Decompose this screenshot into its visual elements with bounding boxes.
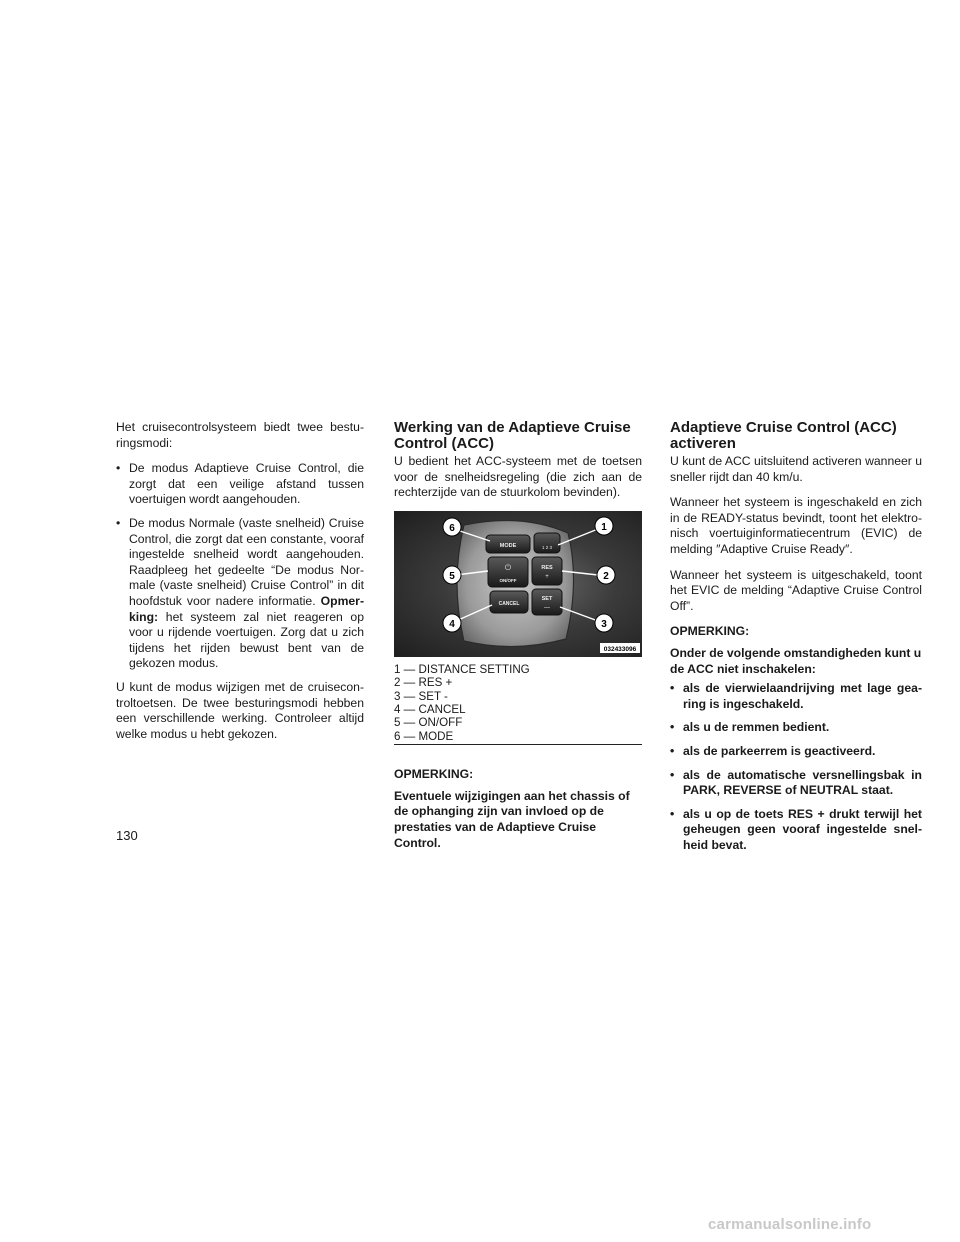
list-item: • De modus Adaptieve Cruise Control, die zorgt dat een veilige afstand tussen voertuigen wordt aangehouden.: [116, 461, 364, 508]
caption-item: 4 — CANCEL: [394, 703, 466, 716]
callout-1: [595, 517, 613, 535]
list-item: • als u de remmen bedient.: [670, 720, 922, 736]
svg-text:6: 6: [449, 522, 455, 534]
list-item-text: De modus Normale (vaste snelheid) Cruise Control, die zorgt dat een constante, vooraf ingestelde snelheid wordt aangehouden. Raadpleeg het gedeelte “De modus Normale (vaste snelheid) Cruise Control” in dit hoofdstuk voor nadere informatie.: [129, 515, 364, 608]
caption-item: 2 — RES +: [394, 676, 453, 690]
ready-paragraph: Wanneer het systeem is ingeschakeld en zich in de READY-status bevindt, toont het elektronisch voertuiginformatiecentrum (EVIC) de melding ″Adaptive Cruise Ready″.: [670, 495, 922, 556]
note-label: OPMERKING:: [394, 767, 474, 782]
svg-text:4: 4: [449, 618, 455, 630]
intro-paragraph: U bedient het ACC-systeem met de toetsen voor de snelheidsregeling (die zich aan de rechterzijde van de stuurkolom bevinden).: [394, 454, 642, 500]
column-left: [116, 420, 364, 752]
section-heading: Adaptieve Cruise Control (ACC) activeren: [670, 419, 897, 452]
distance-button-label: 1 2 3: [541, 544, 553, 550]
speed-paragraph: U kunt de ACC uitsluitend activeren wanneer u sneller rijdt dan 40 km/u.: [670, 454, 923, 484]
svg-text:1: 1: [601, 521, 607, 533]
caption-item: 3 — SET -: [394, 689, 448, 703]
minus-icon: —: [544, 604, 550, 611]
set-button[interactable]: [532, 589, 562, 615]
steering-wheel-controls-illustration: [394, 511, 642, 657]
mode-list: [116, 461, 364, 672]
callout-4: [443, 614, 461, 632]
onoff-button[interactable]: [488, 557, 528, 587]
caption-item: 1 — DISTANCE SETTING: [394, 662, 530, 676]
intro-paragraph: Het cruisecontrolsysteem biedt twee besturingsmodi:: [116, 420, 364, 450]
caption-item: 6 — MODE: [394, 729, 454, 743]
callout-3: [595, 614, 613, 632]
svg-text:3: 3: [601, 618, 607, 630]
mode-change-paragraph: U kunt de modus wijzigen met de cruisecontroltoetsen. De twee besturingsmodi hebben een verschillende werking. Controleer altijd welke modus u hebt gekozen.: [116, 679, 364, 741]
callout-6: [443, 518, 461, 536]
note-text: het systeem zal niet reageren op voor u rijdende voertuigen. Zorg dat u zich tijdens het rijden bewust bent van de gekozen modus.: [129, 609, 364, 671]
note-text: Eventuele wijzigingen aan het chassis of de ophanging zijn van invloed op de prestaties van de Adaptieve Cruise Control.: [394, 788, 630, 850]
list-item: • als de automatische versnellingsbak in PARK, REVERSE of NEUTRAL staat.: [670, 768, 922, 799]
cancel-button-label: CANCEL: [498, 600, 520, 607]
figure-code: 032433096: [603, 645, 637, 653]
section-heading: Werking van de Adaptieve Cruise Control (ACC): [394, 419, 631, 452]
svg-text:5: 5: [449, 570, 455, 582]
mode-button-label: MODE: [499, 542, 517, 549]
steering-wheel-controls-figure: [394, 511, 642, 657]
list-item: • als de parkeerrem is geactiveerd.: [670, 744, 922, 760]
plus-icon: +: [545, 573, 549, 580]
column-right: [670, 420, 922, 861]
list-item: • als de vierwielaandrijving met lage gearing is ingeschakeld.: [670, 681, 922, 712]
callout-5: [443, 566, 461, 584]
distance-button[interactable]: [534, 533, 560, 553]
conditions-list: [670, 681, 922, 853]
set-button-label: SET: [541, 595, 553, 602]
note-label: Opmerking:: [129, 593, 364, 624]
res-button-label: RES: [541, 564, 553, 571]
mode-button[interactable]: [486, 535, 530, 553]
column-middle: [394, 420, 642, 861]
res-button[interactable]: [532, 557, 562, 585]
callout-2: [597, 566, 615, 584]
cancel-button[interactable]: [490, 591, 528, 613]
off-paragraph: Wanneer het systeem is uitgeschakeld, toont het EVIC de melding “Adaptive Cruise Control Off”.: [670, 567, 922, 613]
svg-text:2: 2: [603, 570, 609, 582]
power-icon: ⏻: [504, 562, 512, 572]
list-item: [116, 516, 364, 672]
watermark: carmanualsonline.info: [708, 1216, 872, 1233]
caption-item: 5 — ON/OFF: [394, 716, 463, 730]
page-number: 130: [116, 828, 138, 843]
note-intro: Onder de volgende omstandigheden kunt u de ACC niet inschakelen:: [670, 645, 922, 676]
figure-caption-list: [394, 663, 642, 745]
onoff-button-label: ON/OFF: [499, 577, 517, 583]
list-item: • als u op de toets RES + drukt terwijl het geheugen geen vooraf ingestelde snelheid bevat.: [670, 807, 922, 854]
note-label: OPMERKING:: [670, 624, 750, 639]
